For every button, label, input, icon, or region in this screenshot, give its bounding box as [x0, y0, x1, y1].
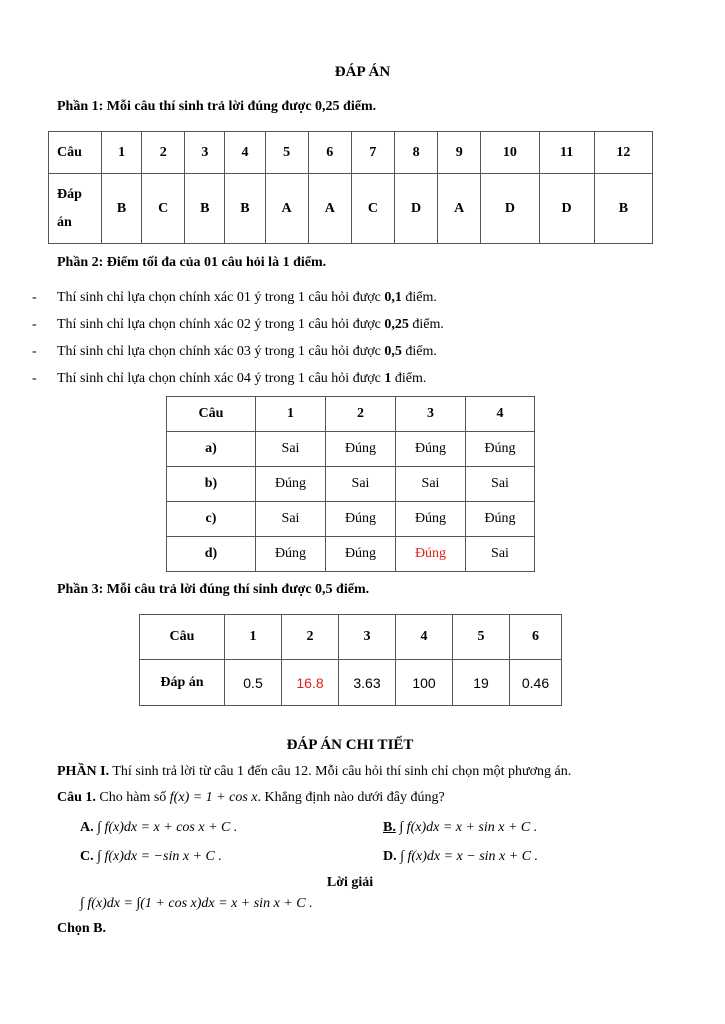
option-a: [80, 820, 237, 836]
answer-cell: Sai: [466, 537, 535, 572]
answer-cell: 19: [453, 660, 510, 706]
table-header-cell: 3: [339, 615, 396, 660]
option-label: A.: [80, 820, 94, 835]
rule-points: 1: [384, 371, 392, 386]
question-suffix: . Khẳng định nào dưới đây đúng?: [257, 790, 445, 805]
answer-cell: Đúng: [396, 432, 466, 467]
row-label: d): [167, 537, 256, 572]
rule-item: [57, 290, 437, 306]
question-number: 5: [265, 132, 308, 174]
question-number: 2: [142, 132, 185, 174]
row-label: a): [167, 432, 256, 467]
rule-suffix: điểm.: [408, 317, 444, 332]
rule-text: Thí sinh chỉ lựa chọn chính xác 02 ý trong 1 câu hỏi được: [57, 317, 385, 332]
answer-cell: D: [395, 174, 438, 244]
question-number: 7: [351, 132, 394, 174]
answer-cell: B: [185, 174, 225, 244]
answer-cell: B: [594, 174, 652, 244]
table-header-cell: 2: [326, 397, 396, 432]
bullet-dash: -: [32, 317, 37, 332]
part1-table: [48, 131, 653, 244]
rule-item: [57, 317, 444, 333]
question-number: 10: [481, 132, 539, 174]
solution-title: Lời giải: [326, 875, 374, 890]
part-text: Thí sinh trả lời từ câu 1 đến câu 12. Mỗi câu hỏi thí sinh chỉ chọn một phương án.: [109, 764, 572, 779]
bullet-dash: -: [32, 371, 37, 386]
answer-cell: Đúng: [326, 432, 396, 467]
answer-cell: D: [539, 174, 594, 244]
part2-table: [166, 396, 535, 572]
question-1: [57, 790, 445, 806]
function-expression: f(x) = 1 + cos x: [169, 790, 258, 805]
question-number: 3: [185, 132, 225, 174]
rule-points: 0,1: [384, 290, 402, 305]
answer-cell: C: [351, 174, 394, 244]
answer-cell: Sai: [256, 502, 326, 537]
answer-cell: Sai: [466, 467, 535, 502]
table-header-cell: 2: [282, 615, 339, 660]
solution-expression: ∫ f(x)dx = ∫(1 + cos x)dx = x + sin x + C .: [80, 896, 313, 911]
question-label: Câu 1.: [57, 790, 96, 805]
table-header-cell: 1: [225, 615, 282, 660]
rule-item: [57, 344, 437, 360]
question-number: 4: [225, 132, 265, 174]
answer-cell: Đúng: [256, 537, 326, 572]
answer-cell-highlighted: Đúng: [396, 537, 466, 572]
row-label: b): [167, 467, 256, 502]
rule-text: Thí sinh chỉ lựa chọn chính xác 01 ý trong 1 câu hỏi được: [57, 290, 385, 305]
rule-text: Thí sinh chỉ lựa chọn chính xác 04 ý trong 1 câu hỏi được: [57, 371, 385, 386]
table-header-cell: Câu: [167, 397, 256, 432]
question-number: 12: [594, 132, 652, 174]
question-number: 9: [438, 132, 481, 174]
rule-suffix: điểm.: [401, 290, 437, 305]
question-text: Cho hàm số: [95, 790, 170, 805]
table-header-cell: 3: [396, 397, 466, 432]
option-label: D.: [383, 849, 397, 864]
option-expression: ∫ f(x)dx = x − sin x + C .: [400, 849, 539, 864]
part-intro: [57, 764, 571, 780]
answer-cell: 100: [396, 660, 453, 706]
table-header-cell: 5: [453, 615, 510, 660]
answer-cell: Đúng: [466, 432, 535, 467]
answer-cell: Sai: [256, 432, 326, 467]
option-label-correct: B.: [383, 820, 396, 835]
question-number: 11: [539, 132, 594, 174]
answer-label-line2: án: [57, 214, 72, 230]
table-header-cell: Câu: [140, 615, 225, 660]
answer-cell: 0.46: [510, 660, 562, 706]
bullet-dash: -: [32, 344, 37, 359]
part2-title: Phần 2: Điểm tối đa của 01 câu hỏi là 1 điểm.: [57, 255, 327, 270]
row-label: Đáp án: [140, 660, 225, 706]
detail-heading: ĐÁP ÁN CHI TIẾT: [286, 737, 414, 753]
part1-title: Phần 1: Mỗi câu thí sinh trả lời đúng được 0,25 điểm.: [57, 99, 377, 114]
table-header-cell: 4: [466, 397, 535, 432]
bullet-dash: -: [32, 290, 37, 305]
option-d: [383, 849, 538, 865]
rule-text: Thí sinh chỉ lựa chọn chính xác 03 ý trong 1 câu hỏi được: [57, 344, 385, 359]
answer-cell: Sai: [326, 467, 396, 502]
answer-cell: Đúng: [326, 502, 396, 537]
table-header-cell: 6: [510, 615, 562, 660]
part-label: PHẦN I.: [57, 764, 110, 779]
question-number: 8: [395, 132, 438, 174]
answer-cell: B: [102, 174, 142, 244]
answer-cell: C: [142, 174, 185, 244]
answer-cell: B: [225, 174, 265, 244]
rule-item: [57, 371, 426, 387]
option-expression: ∫ f(x)dx = x + cos x + C .: [97, 820, 238, 835]
option-expression: ∫ f(x)dx = x + sin x + C .: [399, 820, 538, 835]
option-b: [383, 820, 537, 836]
row-label: c): [167, 502, 256, 537]
answer-cell: Đúng: [256, 467, 326, 502]
option-label: C.: [80, 849, 94, 864]
answer-heading: ĐÁP ÁN: [334, 64, 391, 80]
part3-table: [139, 614, 562, 706]
answer-cell: A: [438, 174, 481, 244]
option-expression: ∫ f(x)dx = −sin x + C .: [97, 849, 222, 864]
answer-cell: D: [481, 174, 539, 244]
answer-cell: Đúng: [396, 502, 466, 537]
answer-label-line1: Đáp: [57, 186, 82, 202]
answer-cell: A: [308, 174, 351, 244]
answer-cell: 0.5: [225, 660, 282, 706]
rule-suffix: điểm.: [401, 344, 437, 359]
rule-points: 0,25: [384, 317, 409, 332]
answer-cell: A: [265, 174, 308, 244]
answer-cell-highlighted: 16.8: [282, 660, 339, 706]
table-header-cell: 4: [396, 615, 453, 660]
question-number: 6: [308, 132, 351, 174]
answer-cell: Đúng: [326, 537, 396, 572]
answer-cell: 3.63: [339, 660, 396, 706]
rule-suffix: điểm.: [391, 371, 427, 386]
table-header-cell: Câu: [49, 132, 102, 174]
choice-answer: Chọn B.: [57, 921, 107, 936]
rule-points: 0,5: [384, 344, 402, 359]
question-number: 1: [102, 132, 142, 174]
option-c: [80, 849, 222, 865]
table-header-cell: 1: [256, 397, 326, 432]
answer-cell: Sai: [396, 467, 466, 502]
part3-title: Phần 3: Mỗi câu trả lời đúng thí sinh được 0,5 điểm.: [57, 582, 370, 597]
answer-cell: Đúng: [466, 502, 535, 537]
table-header-cell: [49, 174, 102, 244]
